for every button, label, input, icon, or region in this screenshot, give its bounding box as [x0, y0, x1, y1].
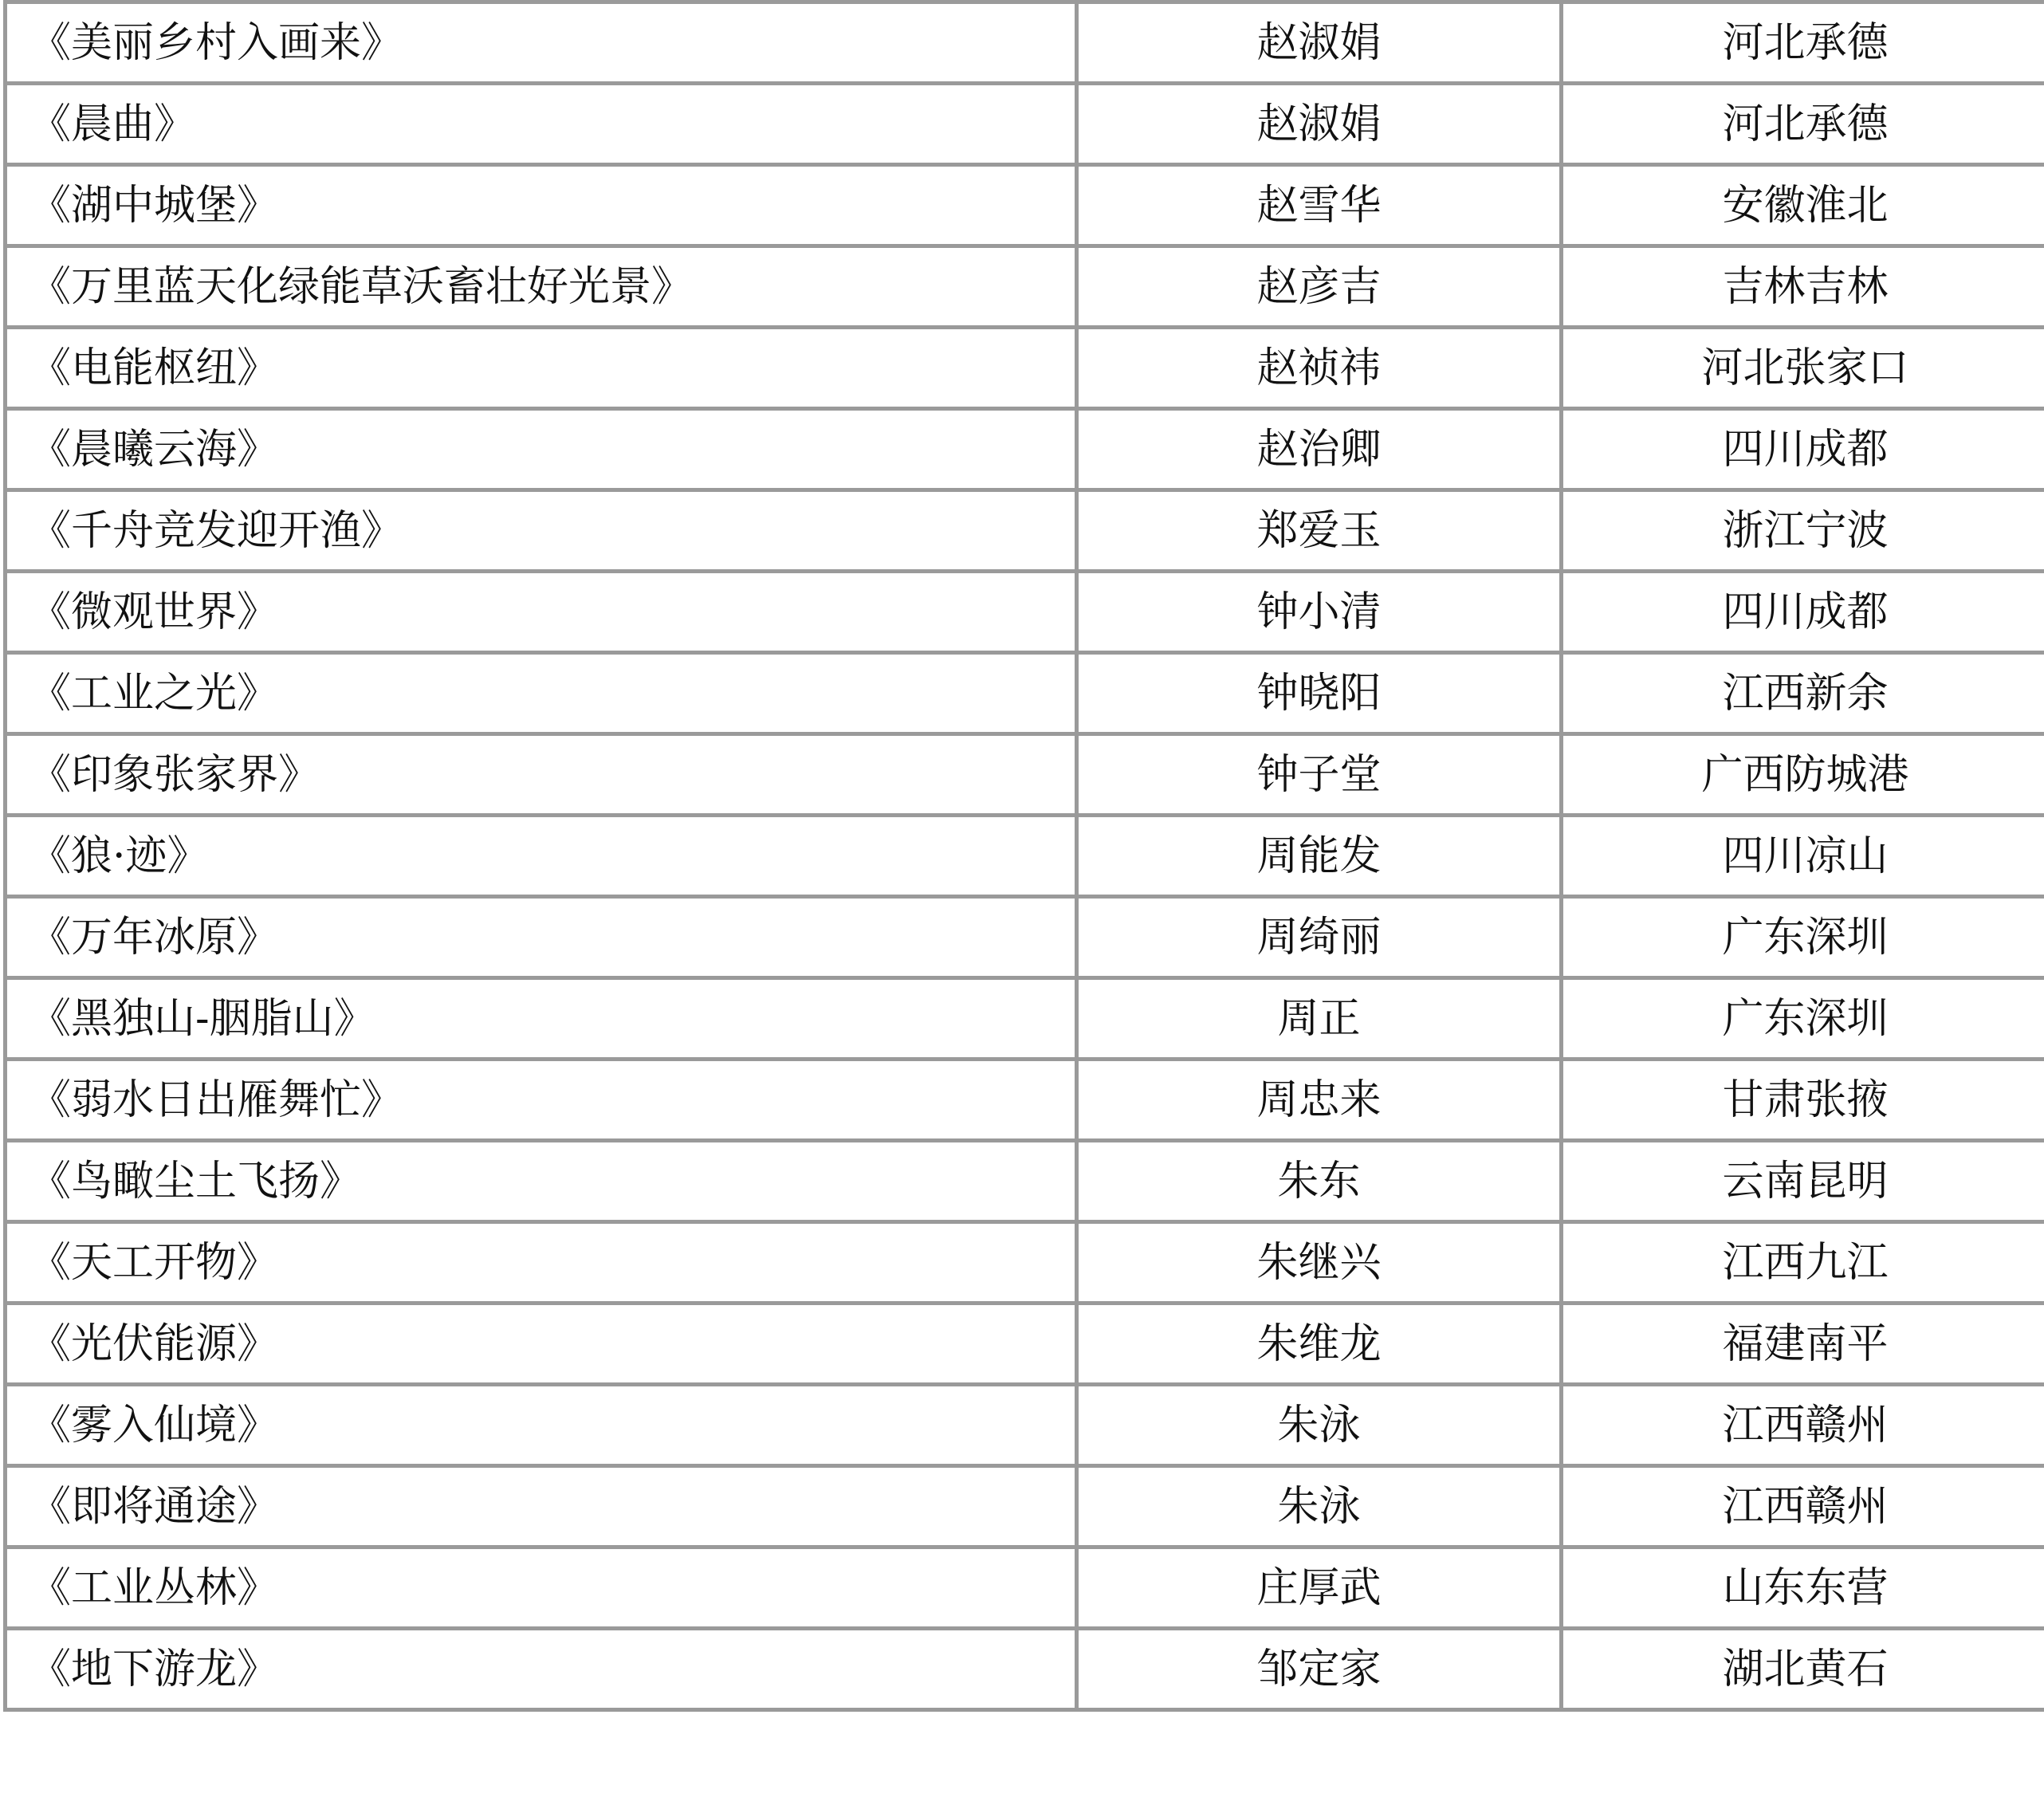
region-cell: 河北承德 [1562, 2, 2044, 84]
table-row [6, 1466, 2044, 1547]
author-cell: 朱东 [1077, 1141, 1562, 1222]
author-cell: 朱继兴 [1077, 1222, 1562, 1304]
region-cell: 河北张家口 [1562, 328, 2044, 409]
table-row [6, 572, 2044, 653]
author-cell: 赵雪华 [1077, 165, 1562, 246]
work-title-cell: 《地下游龙》 [6, 1629, 1077, 1710]
author-cell: 邹定家 [1077, 1629, 1562, 1710]
work-title-cell: 《狼·迹》 [6, 816, 1077, 897]
author-cell: 赵淑娟 [1077, 2, 1562, 84]
table-row [6, 897, 2044, 978]
work-title-cell: 《即将通途》 [6, 1466, 1077, 1547]
entries-table-body [6, 2, 2044, 1710]
table-row [6, 1141, 2044, 1222]
table-row [6, 978, 2044, 1060]
table-row [6, 1385, 2044, 1466]
table-row [6, 246, 2044, 328]
region-cell: 河北承德 [1562, 84, 2044, 165]
work-title-cell: 《弱水日出雁舞忙》 [6, 1060, 1077, 1141]
author-cell: 朱泳 [1077, 1466, 1562, 1547]
table-row [6, 165, 2044, 246]
work-title-cell: 《晨曲》 [6, 84, 1077, 165]
author-cell: 钟小清 [1077, 572, 1562, 653]
region-cell: 四川成都 [1562, 572, 2044, 653]
entries-table [3, 0, 2044, 1712]
region-cell: 吉林吉林 [1562, 246, 2044, 328]
region-cell: 江西九江 [1562, 1222, 2044, 1304]
region-cell: 甘肃张掖 [1562, 1060, 2044, 1141]
work-title-cell: 《工业丛林》 [6, 1547, 1077, 1629]
region-cell: 浙江宁波 [1562, 490, 2044, 572]
author-cell: 周忠来 [1077, 1060, 1562, 1141]
table-row [6, 1629, 2044, 1710]
region-cell: 安徽淮北 [1562, 165, 2044, 246]
work-title-cell: 《电能枢纽》 [6, 328, 1077, 409]
author-cell: 周绮丽 [1077, 897, 1562, 978]
region-cell: 广西防城港 [1562, 734, 2044, 816]
work-title-cell: 《印象张家界》 [6, 734, 1077, 816]
table-row [6, 734, 2044, 816]
table-row [6, 328, 2044, 409]
work-title-cell: 《黑独山-胭脂山》 [6, 978, 1077, 1060]
author-cell: 周能发 [1077, 816, 1562, 897]
author-cell: 朱泳 [1077, 1385, 1562, 1466]
region-cell: 江西新余 [1562, 653, 2044, 734]
author-cell: 赵祯祎 [1077, 328, 1562, 409]
author-cell: 赵淑娟 [1077, 84, 1562, 165]
region-cell: 四川成都 [1562, 409, 2044, 490]
work-title-cell: 《美丽乡村入画来》 [6, 2, 1077, 84]
work-title-cell: 《万里蓝天化绿能草沃畜壮好光景》 [6, 246, 1077, 328]
author-cell: 周正 [1077, 978, 1562, 1060]
table-row [6, 2, 2044, 84]
work-title-cell: 《微观世界》 [6, 572, 1077, 653]
table-row [6, 1304, 2044, 1385]
author-cell: 赵治卿 [1077, 409, 1562, 490]
work-title-cell: 《工业之光》 [6, 653, 1077, 734]
author-cell: 庄厚武 [1077, 1547, 1562, 1629]
region-cell: 云南昆明 [1562, 1141, 2044, 1222]
table-row [6, 816, 2044, 897]
work-title-cell: 《鸟瞰尘土飞扬》 [6, 1141, 1077, 1222]
table-row [6, 409, 2044, 490]
work-title-cell: 《晨曦云海》 [6, 409, 1077, 490]
work-title-cell: 《天工开物》 [6, 1222, 1077, 1304]
table-row [6, 1547, 2044, 1629]
work-title-cell: 《千舟竞发迎开渔》 [6, 490, 1077, 572]
region-cell: 山东东营 [1562, 1547, 2044, 1629]
author-cell: 钟子堂 [1077, 734, 1562, 816]
table-row [6, 84, 2044, 165]
region-cell: 四川凉山 [1562, 816, 2044, 897]
author-cell: 赵彦吉 [1077, 246, 1562, 328]
region-cell: 江西赣州 [1562, 1466, 2044, 1547]
region-cell: 广东深圳 [1562, 978, 2044, 1060]
table-row [6, 1060, 2044, 1141]
table-row [6, 490, 2044, 572]
region-cell: 江西赣州 [1562, 1385, 2044, 1466]
table-row [6, 1222, 2044, 1304]
author-cell: 朱维龙 [1077, 1304, 1562, 1385]
region-cell: 广东深圳 [1562, 897, 2044, 978]
work-title-cell: 《光伏能源》 [6, 1304, 1077, 1385]
author-cell: 钟晓阳 [1077, 653, 1562, 734]
work-title-cell: 《湖中城堡》 [6, 165, 1077, 246]
work-title-cell: 《万年冰原》 [6, 897, 1077, 978]
table-row [6, 653, 2044, 734]
region-cell: 湖北黄石 [1562, 1629, 2044, 1710]
region-cell: 福建南平 [1562, 1304, 2044, 1385]
author-cell: 郑爱玉 [1077, 490, 1562, 572]
work-title-cell: 《雾入仙境》 [6, 1385, 1077, 1466]
